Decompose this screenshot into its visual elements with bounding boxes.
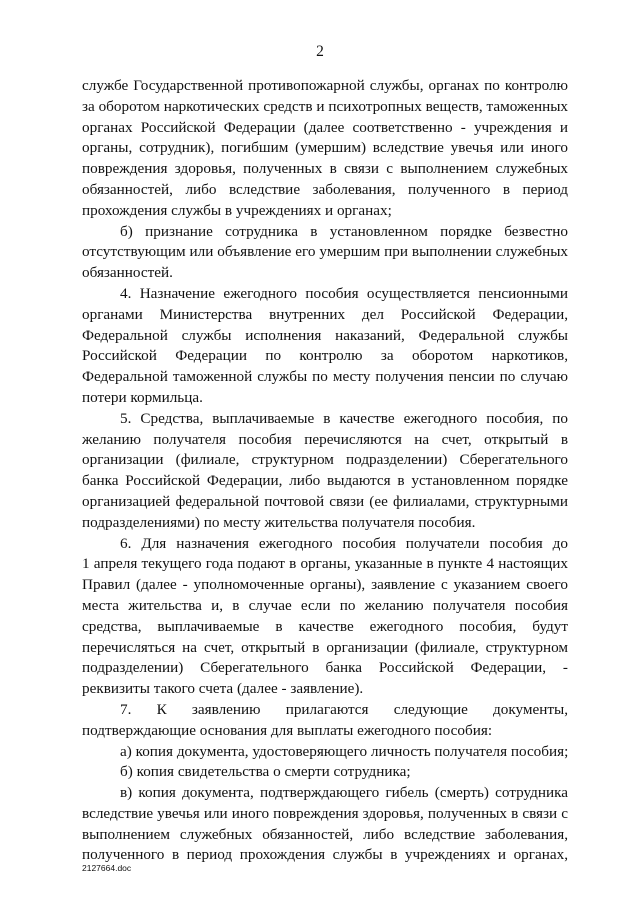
paragraph [82, 534, 568, 700]
text-line: обязанностей, либо вследствие заболевания, полученного в период [82, 180, 568, 198]
text-line: органах Российской Федерации (далее соответственно - учреждения и [82, 118, 568, 136]
paragraph [82, 409, 568, 534]
text-line: полученного в период прохождения службы в учреждениях и органах, [82, 846, 568, 864]
text-line: Федеральной таможенной службы по месту получения пенсии по случаю [82, 368, 568, 386]
text-line: места жительства и, в случае если по желанию получателя пособия [82, 596, 568, 614]
text-line: выполнением служебных обязанностей, либо вследствие заболевания, [82, 825, 568, 843]
page-number: 2 [316, 43, 324, 60]
paragraph [82, 700, 568, 742]
paragraph [82, 783, 568, 866]
text-line: а) копия документа, удостоверяющего личность получателя пособия; [120, 742, 568, 760]
text-line: 6. Для назначения ежегодного пособия получатели пособия до [120, 534, 568, 552]
text-line: потери кормильца. [82, 388, 203, 406]
text-line: организацией федеральной почтовой связи (ее филиалами, структурными [82, 492, 568, 510]
paragraph [82, 762, 568, 783]
text-line: подразделении) Сберегательного банка Российской Федерации, - [82, 659, 568, 677]
text-line: прохождения службы в учреждениях и органах; [82, 201, 392, 219]
paragraph [82, 742, 568, 763]
text-line: Правил (далее - уполномоченные органы), заявление с указанием своего [82, 576, 568, 594]
text-line: Федеральной службы исполнения наказаний, Федеральной службы [82, 326, 568, 344]
text-line: 7. К заявлению прилагаются следующие документы, [120, 700, 568, 718]
text-line: 5. Средства, выплачиваемые в качестве ежегодного пособия, по [120, 409, 568, 427]
document-body [82, 76, 568, 866]
text-line: организации (филиале, структурном подразделении) Сберегательного [82, 451, 568, 469]
text-line: б) признание сотрудника в установленном порядке безвестно [120, 222, 568, 240]
text-line: отсутствующим или объявление его умершим при выполнении служебных [82, 243, 568, 261]
text-line: Российской Федерации по контролю за оборотом наркотиков, [82, 347, 568, 365]
text-line: банка Российской Федерации, либо выдаются в установленном порядке [82, 472, 568, 490]
text-line: подтверждающие основания для выплаты ежегодного пособия: [82, 721, 493, 739]
text-line: органами Министерства внутренних дел Российской Федерации, [82, 305, 568, 323]
text-line: органы, сотрудник), погибшим (умершим) вследствие увечья или иного [82, 139, 568, 157]
text-line: перечисляться на счет, открытый в организации (филиале, структурном [82, 638, 568, 656]
text-line: 1 апреля текущего года подают в органы, указанные в пункте 4 настоящих [82, 555, 568, 573]
text-line: вследствие увечья или иного повреждения здоровья, полученных в связи с [82, 804, 568, 822]
text-line: службе Государственной противопожарной службы, органах по контролю [82, 77, 568, 94]
text-line: повреждения здоровья, полученных в связи с выполнением служебных [82, 160, 568, 178]
text-line: за оборотом наркотических средств и психотропных веществ, таможенных [82, 97, 568, 115]
text-line: реквизиты такого счета (далее - заявление). [82, 680, 364, 698]
text-line: 4. Назначение ежегодного пособия осуществляется пенсионными [120, 284, 568, 302]
paragraph [82, 222, 568, 284]
text-line: желанию получателя пособия перечисляются на счет, открытый в [82, 430, 568, 448]
paragraph [82, 76, 568, 222]
text-line: обязанностей. [82, 264, 173, 282]
paragraph [82, 284, 568, 409]
text-line: средства, выплачиваемые в качестве ежегодного пособия, будут [82, 617, 568, 635]
text-line: б) копия свидетельства о смерти сотрудника; [120, 763, 411, 781]
text-line: подразделениями) по месту жительства получателя пособия. [82, 513, 476, 531]
text-line: в) копия документа, подтверждающего гибель (смерть) сотрудника [120, 784, 568, 802]
document-filename: 2127664.doc [82, 863, 132, 873]
